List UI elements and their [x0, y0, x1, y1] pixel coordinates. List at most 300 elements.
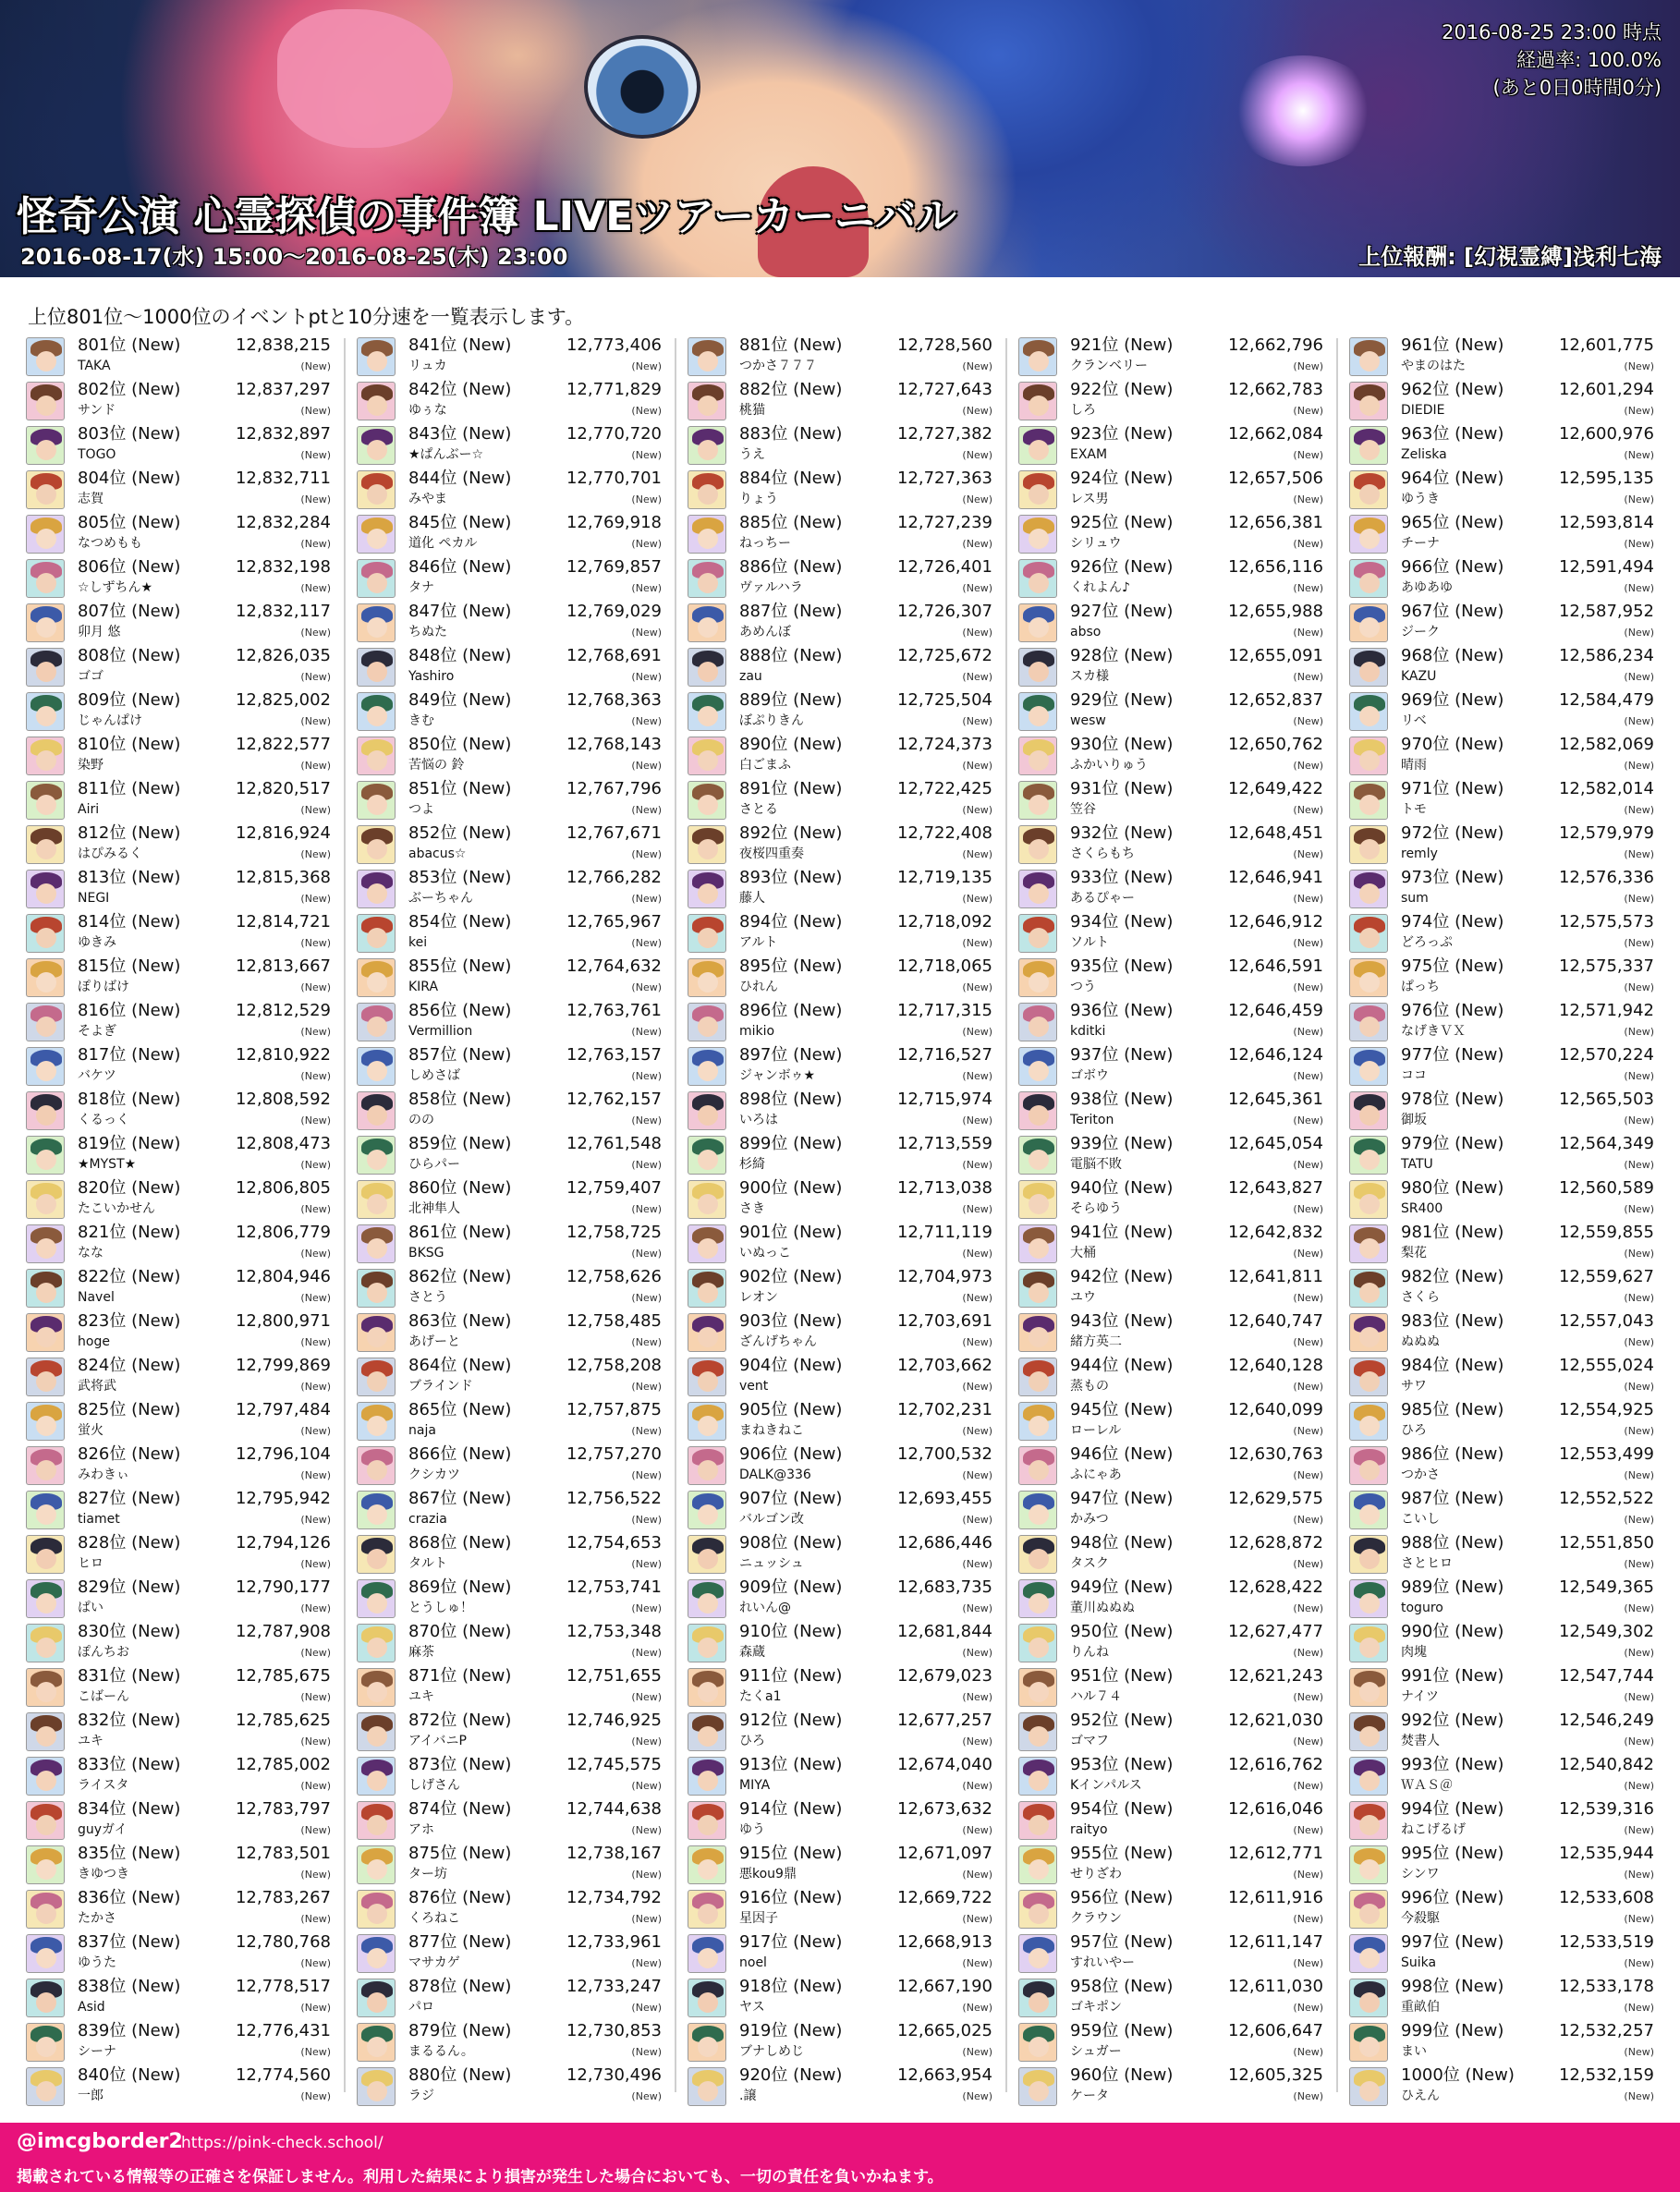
- ranking-entry: [26, 1577, 331, 1621]
- ten-minute-speed: (New): [1293, 893, 1323, 905]
- ten-minute-speed: (New): [1624, 1780, 1654, 1792]
- event-points: 12,825,002: [235, 690, 331, 710]
- event-points: 12,812,529: [235, 1001, 331, 1020]
- producer-avatar: [688, 1801, 726, 1840]
- rank-label: 918位 (New): [739, 1977, 843, 1996]
- ranking-entry: [1018, 1931, 1323, 1976]
- ten-minute-speed: (New): [1293, 2046, 1323, 2058]
- rank-label: 951位 (New): [1070, 1666, 1174, 1686]
- event-points: 12,650,762: [1227, 735, 1323, 754]
- ten-minute-speed: (New): [1624, 627, 1654, 639]
- ten-minute-speed: (New): [631, 1469, 662, 1481]
- event-points: 12,600,976: [1558, 424, 1654, 444]
- event-points: 12,677,257: [896, 1711, 992, 1730]
- ten-minute-speed: (New): [631, 804, 662, 816]
- producer-name: 悪kou9鼎: [739, 1867, 797, 1881]
- avatar-face: [698, 1726, 718, 1747]
- ten-minute-speed: (New): [631, 493, 662, 505]
- rank-label: 803位 (New): [78, 424, 181, 444]
- producer-avatar: [357, 692, 396, 731]
- avatar-face: [36, 1549, 56, 1569]
- producer-avatar: [688, 1136, 726, 1175]
- ten-minute-speed: (New): [300, 1780, 331, 1792]
- producer-avatar: [1349, 692, 1388, 731]
- avatar-face: [698, 1194, 718, 1214]
- rank-label: 940位 (New): [1070, 1178, 1174, 1198]
- producer-name: シンワ: [1401, 1867, 1440, 1881]
- event-points: 12,668,913: [896, 1932, 992, 1952]
- producer-name: レオン: [739, 1290, 778, 1305]
- ranking-entry: [26, 468, 331, 512]
- producer-name: mikio: [739, 1024, 775, 1039]
- producer-avatar: [357, 1934, 396, 1973]
- producer-avatar: [26, 1047, 65, 1086]
- rank-label: 949位 (New): [1070, 1577, 1174, 1597]
- producer-avatar: [1349, 825, 1388, 864]
- event-points: 12,546,249: [1558, 1711, 1654, 1730]
- ten-minute-speed: (New): [631, 715, 662, 727]
- rank-label: 915位 (New): [739, 1844, 843, 1863]
- column-separator: [344, 338, 346, 2092]
- producer-name: ☆しずちん★: [78, 580, 153, 595]
- event-points: 12,768,691: [566, 646, 662, 665]
- ranking-entry: [357, 1931, 662, 1976]
- producer-avatar: [688, 870, 726, 908]
- banner-art-ribbon: [277, 9, 453, 148]
- producer-name: しげさん: [408, 1778, 460, 1793]
- ranking-entry: [688, 1754, 992, 1798]
- ranking-entry: [1018, 1710, 1323, 1754]
- producer-name: tiamet: [78, 1512, 120, 1527]
- ranking-entry: [26, 1843, 331, 1887]
- avatar-face: [1359, 1194, 1380, 1214]
- event-points: 12,808,592: [235, 1090, 331, 1109]
- ranking-entry: [1349, 778, 1654, 822]
- producer-avatar: [1349, 1624, 1388, 1662]
- rank-label: 937位 (New): [1070, 1045, 1174, 1065]
- ranking-entry: [1018, 1665, 1323, 1710]
- ranking-entry: [688, 556, 992, 601]
- producer-name: ライスタ: [78, 1778, 129, 1793]
- producer-avatar: [1018, 1668, 1057, 1707]
- producer-avatar: [1349, 781, 1388, 820]
- producer-avatar: [357, 337, 396, 376]
- producer-name: つよ: [408, 802, 434, 817]
- ten-minute-speed: (New): [631, 1159, 662, 1171]
- producer-avatar: [26, 1091, 65, 1130]
- producer-name: ユウ: [1070, 1290, 1096, 1305]
- producer-avatar: [357, 1136, 396, 1175]
- ranking-entry: [1018, 734, 1323, 778]
- event-points: 12,591,494: [1558, 557, 1654, 577]
- producer-avatar: [357, 1801, 396, 1840]
- producer-avatar: [26, 781, 65, 820]
- producer-avatar: [1018, 914, 1057, 953]
- ranking-entry: [1349, 734, 1654, 778]
- avatar-face: [36, 1460, 56, 1480]
- ten-minute-speed: (New): [962, 1514, 992, 1526]
- producer-name: 麻茶: [408, 1645, 434, 1660]
- avatar-face: [698, 1771, 718, 1791]
- producer-avatar: [26, 958, 65, 997]
- avatar-face: [698, 573, 718, 593]
- ranking-entry: [1349, 1665, 1654, 1710]
- event-points: 12,667,190: [896, 1977, 992, 1996]
- event-points: 12,799,869: [235, 1356, 331, 1375]
- rank-label: 882位 (New): [739, 380, 843, 399]
- producer-avatar: [1018, 1979, 1057, 2017]
- ten-minute-speed: (New): [1293, 671, 1323, 683]
- event-points: 12,616,762: [1227, 1755, 1323, 1774]
- producer-name: guyガイ: [78, 1822, 128, 1837]
- ranking-entry: [1018, 1133, 1323, 1177]
- avatar-face: [36, 883, 56, 904]
- producer-name: Navel: [78, 1290, 115, 1305]
- producer-avatar: [357, 1624, 396, 1662]
- rank-label: 933位 (New): [1070, 868, 1174, 887]
- producer-avatar: [688, 515, 726, 554]
- producer-name: うえ: [739, 447, 765, 462]
- ranking-entry: [688, 1710, 992, 1754]
- ten-minute-speed: (New): [631, 2090, 662, 2102]
- rank-label: 981位 (New): [1401, 1223, 1504, 1242]
- ten-minute-speed: (New): [962, 1824, 992, 1836]
- event-points: 12,703,691: [896, 1311, 992, 1331]
- ranking-entry: [26, 1887, 331, 1931]
- ranking-column: [688, 335, 992, 2109]
- ten-minute-speed: (New): [1624, 582, 1654, 594]
- ranking-entry: [1349, 1798, 1654, 1843]
- avatar-face: [1359, 1682, 1380, 1702]
- producer-name: ゆう: [739, 1822, 765, 1837]
- rank-label: 828位 (New): [78, 1533, 181, 1553]
- ranking-entry: [26, 911, 331, 956]
- producer-avatar: [688, 1269, 726, 1308]
- ten-minute-speed: (New): [631, 848, 662, 860]
- ranking-entry: [1349, 379, 1654, 423]
- event-points: 12,785,002: [235, 1755, 331, 1774]
- rank-label: 976位 (New): [1401, 1001, 1504, 1020]
- producer-avatar: [1349, 603, 1388, 642]
- avatar-face: [1029, 351, 1049, 371]
- ten-minute-speed: (New): [300, 893, 331, 905]
- event-points: 12,826,035: [235, 646, 331, 665]
- avatar-face: [36, 1593, 56, 1614]
- ranking-entry: [357, 335, 662, 379]
- rank-label: 987位 (New): [1401, 1489, 1504, 1508]
- producer-avatar: [26, 1003, 65, 1041]
- avatar-face: [698, 1371, 718, 1392]
- producer-name: abacus☆: [408, 846, 467, 861]
- producer-name: ニュッシュ: [739, 1556, 804, 1571]
- avatar-face: [698, 529, 718, 549]
- producer-avatar: [1018, 470, 1057, 509]
- ranking-entry: [1018, 1222, 1323, 1266]
- event-points: 12,806,779: [235, 1223, 331, 1242]
- ranking-entry: [26, 1266, 331, 1310]
- producer-avatar: [1018, 692, 1057, 731]
- avatar-face: [1359, 1859, 1380, 1880]
- producer-avatar: [688, 559, 726, 598]
- avatar-face: [36, 1150, 56, 1170]
- rank-label: 879位 (New): [408, 2021, 512, 2040]
- event-points: 12,780,768: [235, 1932, 331, 1952]
- producer-name: Vermillion: [408, 1024, 473, 1039]
- avatar-face: [36, 1904, 56, 1924]
- rank-label: 808位 (New): [78, 646, 181, 665]
- event-points: 12,822,577: [235, 735, 331, 754]
- ranking-entry: [688, 867, 992, 911]
- rank-label: 901位 (New): [739, 1223, 843, 1242]
- avatar-face: [1029, 1904, 1049, 1924]
- producer-name: sum: [1401, 891, 1429, 906]
- event-points: 12,640,128: [1227, 1356, 1323, 1375]
- avatar-face: [36, 529, 56, 549]
- ten-minute-speed: (New): [1293, 1514, 1323, 1526]
- ten-minute-speed: (New): [300, 2090, 331, 2102]
- ten-minute-speed: (New): [962, 848, 992, 860]
- event-points: 12,806,805: [235, 1178, 331, 1198]
- producer-name: SR400: [1401, 1201, 1443, 1216]
- ten-minute-speed: (New): [1293, 981, 1323, 993]
- producer-name: アイバニP: [408, 1734, 467, 1748]
- twitter-handle[interactable]: @imcgborder2: [17, 2130, 183, 2153]
- producer-avatar: [688, 1491, 726, 1529]
- ranking-entry: [688, 1443, 992, 1488]
- ranking-entry: [688, 1488, 992, 1532]
- avatar-face: [367, 1948, 387, 1968]
- ranking-entry: [688, 822, 992, 867]
- rank-label: 807位 (New): [78, 602, 181, 621]
- producer-avatar: [26, 1446, 65, 1485]
- ranking-entry: [26, 1310, 331, 1355]
- ranking-entry: [1018, 911, 1323, 956]
- event-points: 12,744,638: [566, 1799, 662, 1819]
- ten-minute-speed: (New): [1624, 2002, 1654, 2014]
- avatar-face: [36, 396, 56, 416]
- avatar-face: [36, 1194, 56, 1214]
- avatar-face: [36, 1017, 56, 1037]
- avatar-face: [367, 1638, 387, 1658]
- producer-name: 肉塊: [1401, 1645, 1427, 1660]
- ten-minute-speed: (New): [631, 1824, 662, 1836]
- ten-minute-speed: (New): [1624, 1469, 1654, 1481]
- ten-minute-speed: (New): [962, 1602, 992, 1614]
- ranking-entry: [688, 734, 992, 778]
- producer-name: Teriton: [1070, 1113, 1114, 1127]
- producer-name: ゴキポン: [1070, 2000, 1122, 2015]
- ranking-entry: [1018, 512, 1323, 556]
- avatar-face: [36, 440, 56, 460]
- ten-minute-speed: (New): [1624, 804, 1654, 816]
- event-points: 12,711,119: [896, 1223, 992, 1242]
- ranking-column: [357, 335, 662, 2109]
- rank-label: 939位 (New): [1070, 1134, 1174, 1153]
- event-points: 12,724,373: [896, 735, 992, 754]
- rank-label: 919位 (New): [739, 2021, 843, 2040]
- avatar-face: [36, 484, 56, 505]
- event-points: 12,773,406: [566, 335, 662, 355]
- ranking-entry: [357, 423, 662, 468]
- ten-minute-speed: (New): [1293, 1647, 1323, 1659]
- site-link[interactable]: https://pink-check.school/: [181, 2134, 383, 2152]
- producer-avatar: [1349, 1579, 1388, 1618]
- ranking-entry: [357, 1532, 662, 1577]
- producer-avatar: [1018, 958, 1057, 997]
- rank-label: 889位 (New): [739, 690, 843, 710]
- event-points: 12,733,961: [566, 1932, 662, 1952]
- ranking-entry: [688, 1931, 992, 1976]
- avatar-face: [1359, 662, 1380, 682]
- ten-minute-speed: (New): [631, 1292, 662, 1304]
- producer-name: まい: [1401, 2044, 1427, 2059]
- rank-label: 831位 (New): [78, 1666, 181, 1686]
- ranking-entry: [26, 822, 331, 867]
- producer-avatar: [1018, 1845, 1057, 1884]
- ranking-entry: [357, 822, 662, 867]
- event-points: 12,553,499: [1558, 1444, 1654, 1464]
- ten-minute-speed: (New): [631, 937, 662, 949]
- producer-avatar: [26, 337, 65, 376]
- ranking-entry: [1018, 1754, 1323, 1798]
- event-points: 12,795,942: [235, 1489, 331, 1508]
- event-points: 12,776,431: [235, 2021, 331, 2040]
- producer-name: こばーん: [78, 1689, 129, 1704]
- avatar-face: [698, 1150, 718, 1170]
- rank-label: 967位 (New): [1401, 602, 1504, 621]
- rank-label: 895位 (New): [739, 956, 843, 976]
- rank-label: 977位 (New): [1401, 1045, 1504, 1065]
- avatar-face: [367, 529, 387, 549]
- producer-avatar: [357, 2023, 396, 2062]
- rank-label: 952位 (New): [1070, 1711, 1174, 1730]
- event-points: 12,539,316: [1558, 1799, 1654, 1819]
- ranking-entry: [1018, 556, 1323, 601]
- rank-label: 810位 (New): [78, 735, 181, 754]
- rank-label: 988位 (New): [1401, 1533, 1504, 1553]
- event-points: 12,769,029: [566, 602, 662, 621]
- event-points: 12,642,832: [1227, 1223, 1323, 1242]
- avatar-face: [36, 972, 56, 992]
- event-points: 12,727,239: [896, 513, 992, 532]
- rank-label: 890位 (New): [739, 735, 843, 754]
- producer-name: Asid: [78, 2000, 105, 2015]
- producer-avatar: [357, 1890, 396, 1929]
- event-points: 12,630,763: [1227, 1444, 1323, 1464]
- event-points: 12,837,297: [235, 380, 331, 399]
- producer-avatar: [1349, 1224, 1388, 1263]
- avatar-face: [367, 1061, 387, 1081]
- producer-avatar: [688, 2067, 726, 2106]
- event-points: 12,716,527: [896, 1045, 992, 1065]
- ranking-entry: [357, 1710, 662, 1754]
- ten-minute-speed: (New): [300, 1292, 331, 1304]
- ranking-entry: [1349, 2064, 1654, 2109]
- event-points: 12,645,361: [1227, 1090, 1323, 1109]
- ranking-entry: [357, 1887, 662, 1931]
- producer-name: ふかいりゅう: [1070, 758, 1148, 773]
- producer-avatar: [26, 1358, 65, 1396]
- event-points: 12,571,942: [1558, 1001, 1654, 1020]
- producer-avatar: [1349, 737, 1388, 775]
- ten-minute-speed: (New): [962, 1957, 992, 1969]
- producer-name: とうしゅ！: [408, 1601, 473, 1615]
- avatar-face: [1359, 706, 1380, 726]
- ranking-entry: [1018, 867, 1323, 911]
- rank-label: 833位 (New): [78, 1755, 181, 1774]
- producer-avatar: [357, 1402, 396, 1441]
- avatar-face: [1359, 1371, 1380, 1392]
- producer-avatar: [1349, 2067, 1388, 2106]
- producer-name: さき: [739, 1201, 765, 1216]
- ten-minute-speed: (New): [631, 981, 662, 993]
- event-points: 12,656,381: [1227, 513, 1323, 532]
- producer-name: タスク: [1070, 1556, 1109, 1571]
- avatar-face: [1029, 1638, 1049, 1658]
- producer-avatar: [26, 515, 65, 554]
- ten-minute-speed: (New): [1624, 848, 1654, 860]
- ranking-entry: [1349, 911, 1654, 956]
- ranking-entry: [688, 1000, 992, 1044]
- rank-label: 960位 (New): [1070, 2065, 1174, 2085]
- ranking-entry: [1349, 956, 1654, 1000]
- rank-label: 986位 (New): [1401, 1444, 1504, 1464]
- rank-label: 849位 (New): [408, 690, 512, 710]
- avatar-face: [698, 1549, 718, 1569]
- rank-label: 934位 (New): [1070, 912, 1174, 932]
- rank-label: 819位 (New): [78, 1134, 181, 1153]
- producer-avatar: [688, 470, 726, 509]
- avatar-face: [36, 706, 56, 726]
- ranking-entry: [26, 1976, 331, 2020]
- producer-avatar: [1349, 1402, 1388, 1441]
- rank-label: 903位 (New): [739, 1311, 843, 1331]
- rank-label: 1000位 (New): [1401, 2065, 1515, 2085]
- producer-name: 梨花: [1401, 1246, 1427, 1260]
- avatar-face: [367, 2037, 387, 2057]
- producer-name: ゆうた: [78, 1955, 116, 1970]
- ranking-entry: [688, 1310, 992, 1355]
- producer-name: zau: [739, 669, 762, 684]
- producer-name: 森蔵: [739, 1645, 765, 1660]
- event-points: 12,832,117: [235, 602, 331, 621]
- producer-name: ねっちー: [739, 536, 791, 551]
- ten-minute-speed: (New): [962, 893, 992, 905]
- producer-avatar: [1349, 426, 1388, 465]
- avatar-face: [1359, 1815, 1380, 1835]
- ranking-entry: [26, 1443, 331, 1488]
- avatar-face: [36, 1948, 56, 1968]
- ranking-entry: [1018, 956, 1323, 1000]
- avatar-face: [1029, 1460, 1049, 1480]
- event-points: 12,629,575: [1227, 1489, 1323, 1508]
- rank-label: 872位 (New): [408, 1711, 512, 1730]
- ranking-entry: [357, 1843, 662, 1887]
- event-points: 12,820,517: [235, 779, 331, 798]
- avatar-face: [1029, 706, 1049, 726]
- producer-avatar: [26, 1535, 65, 1574]
- event-points: 12,815,368: [235, 868, 331, 887]
- event-points: 12,759,407: [566, 1178, 662, 1198]
- producer-name: きゆつき: [78, 1867, 129, 1881]
- rank-label: 900位 (New): [739, 1178, 843, 1198]
- rank-label: 891位 (New): [739, 779, 843, 798]
- event-points: 12,832,897: [235, 424, 331, 444]
- avatar-face: [1029, 1859, 1049, 1880]
- avatar-face: [1029, 573, 1049, 593]
- progress-rate: 経過率: 100.0%: [1516, 49, 1662, 71]
- ten-minute-speed: (New): [300, 804, 331, 816]
